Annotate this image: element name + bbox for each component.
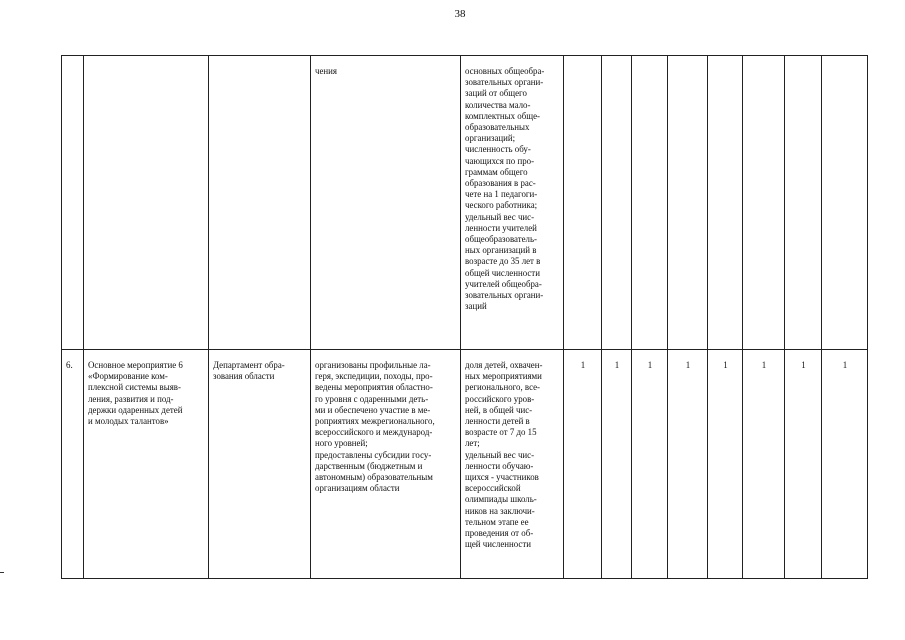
cell-value <box>785 350 822 579</box>
cell-name <box>84 56 209 350</box>
cell-value <box>743 350 785 579</box>
value-text: 1 <box>580 360 586 370</box>
cell-name: Основное мероприятие 6 «Формирование ком- плексной системы выяв- ления, развития и под- держки одаренных детей и молодых талантов» <box>84 350 209 579</box>
cell-result: чения <box>311 56 461 350</box>
cell-value <box>668 350 708 579</box>
cell-value <box>632 350 668 579</box>
cell-value <box>822 56 868 350</box>
cell-value <box>564 56 602 350</box>
cell-value <box>785 56 822 350</box>
cell-indicator: основных общеобра- зовательных органи- заций от общего количества мало- комплектных обще- образовательных организаций; численность обу- чающихся по про- граммам общего образования в рас- чете на 1 педагоги- ческого работника; удельный вес чис- ленности учителей общеобразователь- ных организаций в возрасте до 35 лет в общей численности учителей общеобра- зовательных органи- заций <box>461 56 564 350</box>
cell-value <box>564 350 602 579</box>
cell-number <box>62 56 84 350</box>
value-text: 1 <box>761 360 767 370</box>
value-text: 1 <box>614 360 620 370</box>
table-row-continuation <box>62 56 868 350</box>
cell-value <box>708 350 743 579</box>
page-number: 38 <box>454 8 466 20</box>
cell-value <box>602 56 632 350</box>
cell-number: 6. <box>62 350 84 579</box>
cell-value <box>668 56 708 350</box>
cell-result: организованы профильные ла- геря, экспедиции, походы, про- ведены мероприятия областно- го уровня с одаренными деть- ми и обеспечено участие в ме- роприятиях межрегионального, всероссийского и международ- ного уровней; предоставлены субсидии госу- дарственным (бюджетным и автономным) образовательным организациям области <box>311 350 461 579</box>
value-text: 1 <box>647 360 653 370</box>
cell-value <box>708 56 743 350</box>
value-text: 1 <box>685 360 691 370</box>
cell-value <box>632 56 668 350</box>
cell-indicator: доля детей, охвачен- ных мероприятиями регионального, все- российского уров- ней, в общей чис- ленности детей в возрасте от 7 до 15 лет; удельный вес чис- ленности обучаю- щихся - участников всероссийской олимпиады школь- ников на заключи- тельном этапе ее проведения от об- щей численности <box>461 350 564 579</box>
scan-edge-mark <box>0 572 4 573</box>
cell-value <box>743 56 785 350</box>
table-row-6 <box>62 350 868 579</box>
cell-executor <box>209 56 311 350</box>
cell-executor: Департамент обра- зования области <box>209 350 311 579</box>
value-text: 1 <box>842 360 848 370</box>
program-table <box>61 55 868 579</box>
value-text: 1 <box>801 360 806 370</box>
cell-value <box>822 350 868 579</box>
value-text: 1 <box>723 360 728 370</box>
cell-value <box>602 350 632 579</box>
